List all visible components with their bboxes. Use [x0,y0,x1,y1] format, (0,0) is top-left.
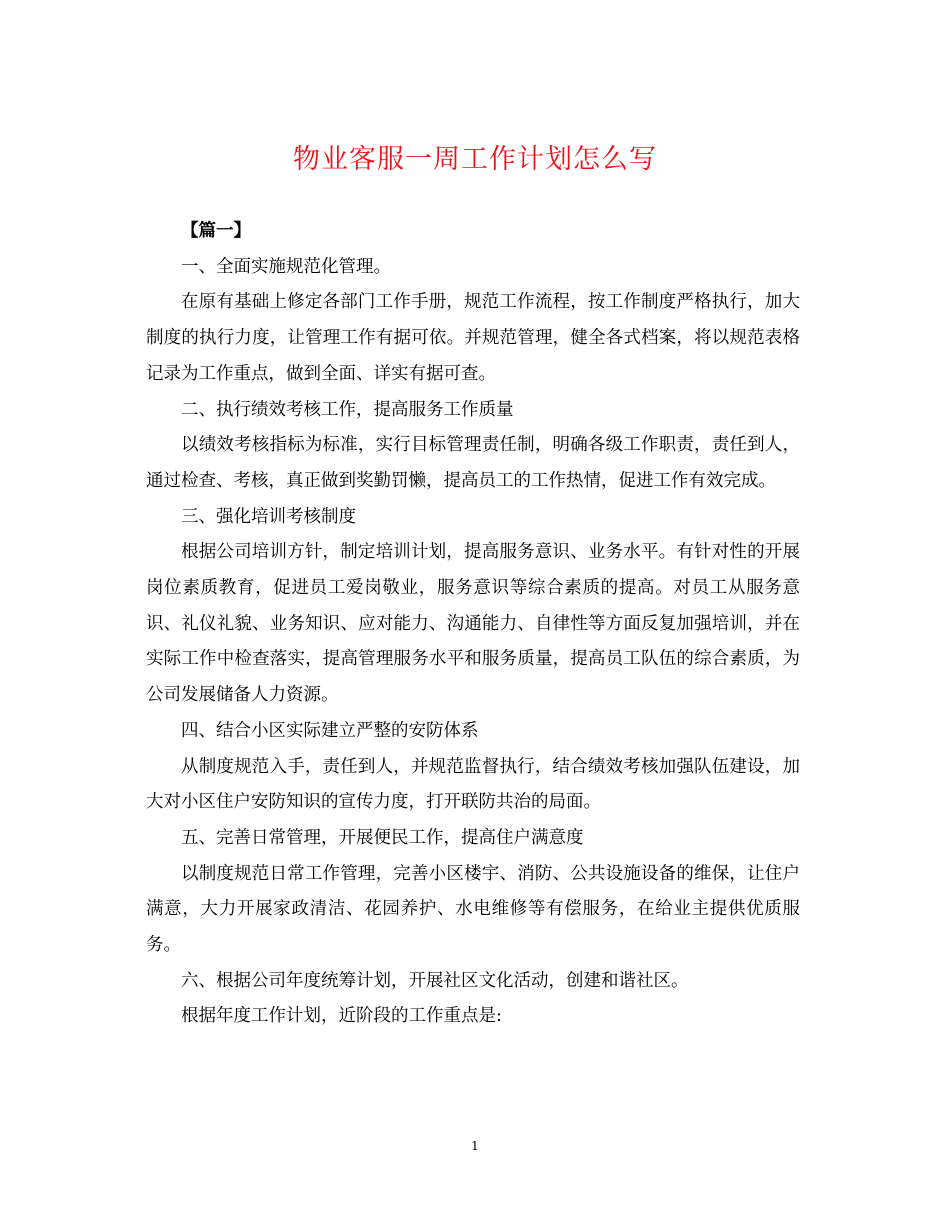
item-heading-1: 一、全面实施规范化管理。 [181,256,391,277]
item-heading-4: 四、结合小区实际建立严整的安防体系 [181,720,479,741]
item-body-5: 以制度规范日常工作管理，完善小区楼宇、消防、公共设施设备的维保，让住户满意，大力开展家政清洁、花园养护、水电维修等有偿服务，在给业主提供优质服务。 [146,863,800,956]
item-body-4: 从制度规范入手，责任到人，并规范监督执行，结合绩效考核加强队伍建设，加大对小区住户安防知识的宣传力度，打开联防共治的局面。 [146,756,800,813]
item-body-1: 在原有基础上修定各部门工作手册，规范工作流程，按工作制度严格执行，加大制度的执行力度，让管理工作有据可依。并规范管理，健全各式档案，将以规范表格记录为工作重点，做到全面、详实有据可查。 [146,292,800,384]
item-heading-3: 三、强化培训考核制度 [181,506,356,527]
closing-line: 根据年度工作计划，近阶段的工作重点是: [181,1006,502,1027]
document-title: 物业客服一周工作计划怎么写 [293,144,657,175]
section-heading-part-one: 【篇一】 [181,221,251,241]
item-body-2: 以绩效考核指标为标准，实行目标管理责任制，明确各级工作职责，责任到人，通过检查、考核，真正做到奖勤罚懒，提高员工的工作热情，促进工作有效完成。 [146,435,800,491]
item-heading-6: 六、根据公司年度统筹计划，开展社区文化活动，创建和谐社区。 [181,970,689,991]
page-number: 1 [471,1139,479,1153]
item-heading-5: 五、完善日常管理，开展便民工作，提高住户满意度 [181,827,584,848]
document-body [146,214,800,1035]
item-body-3: 根据公司培训方针，制定培训计划，提高服务意识、业务水平。有针对性的开展岗位素质教育，促进员工爱岗敬业，服务意识等综合素质的提高。对员工从服务意识、礼仪礼貌、业务知识、应对能力、沟通能力、自律性等方面反复加强培训，并在实际工作中检查落实，提高管理服务水平和服务质量，提高员工队伍的综合素质，为公司发展储备人力资源。 [146,542,800,706]
item-heading-2: 二、执行绩效考核工作，提高服务工作质量 [181,399,514,420]
